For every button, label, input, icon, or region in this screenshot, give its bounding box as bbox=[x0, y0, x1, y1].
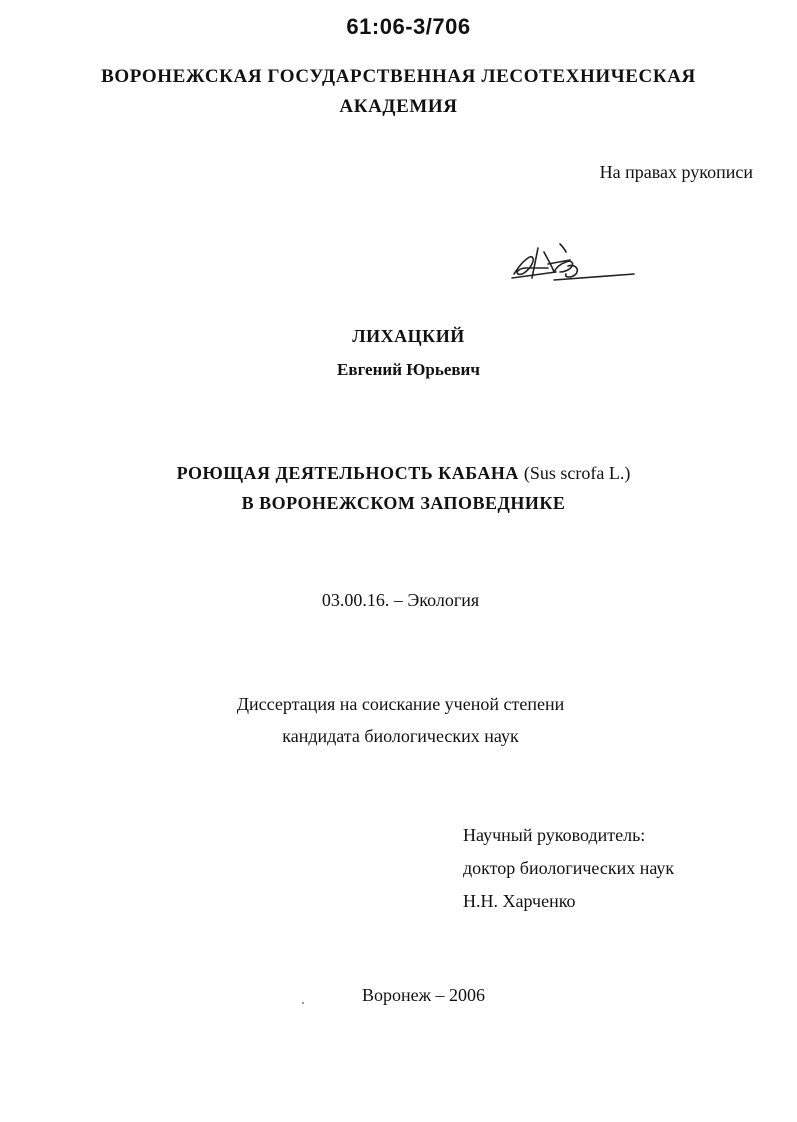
title-line-1-main: РОЮЩАЯ ДЕЯТЕЛЬНОСТЬ КАБАНА bbox=[176, 463, 519, 483]
signature-icon bbox=[508, 238, 638, 294]
author-name: Евгений Юрьевич bbox=[337, 360, 480, 379]
scan-speck bbox=[302, 1002, 304, 1004]
dissertation-title bbox=[0, 458, 797, 518]
catalog-number: 61:06-3/706 bbox=[346, 14, 471, 39]
institution-line-2: АКАДЕМИЯ bbox=[339, 96, 458, 117]
degree-line-2: кандидата биологических наук bbox=[282, 726, 519, 746]
degree-statement bbox=[0, 688, 797, 752]
supervisor-name: Н.Н. Харченко bbox=[463, 891, 576, 911]
institution-name bbox=[0, 62, 797, 122]
institution-line-1: ВОРОНЕЖСКАЯ ГОСУДАРСТВЕННАЯ ЛЕСОТЕХНИЧЕСКАЯ bbox=[101, 66, 696, 87]
city-year: Воронеж – 2006 bbox=[361, 985, 486, 1005]
author-surname: ЛИХАЦКИЙ bbox=[352, 326, 465, 346]
title-line-1 bbox=[10, 458, 797, 488]
specialty-code: 03.00.16. – Экология bbox=[321, 590, 480, 610]
title-latin-name: (Sus scrofa L.) bbox=[523, 463, 631, 483]
supervisor-label: Научный руководитель: bbox=[463, 825, 646, 845]
supervisor-degree: доктор биологических наук bbox=[463, 858, 675, 878]
title-line-2: В ВОРОНЕЖСКОМ ЗАПОВЕДНИКЕ bbox=[241, 493, 566, 513]
supervisor-block bbox=[463, 819, 674, 918]
degree-line-1: Диссертация на соискание ученой степени bbox=[236, 694, 565, 714]
manuscript-note: На правах рукописи bbox=[599, 162, 753, 182]
